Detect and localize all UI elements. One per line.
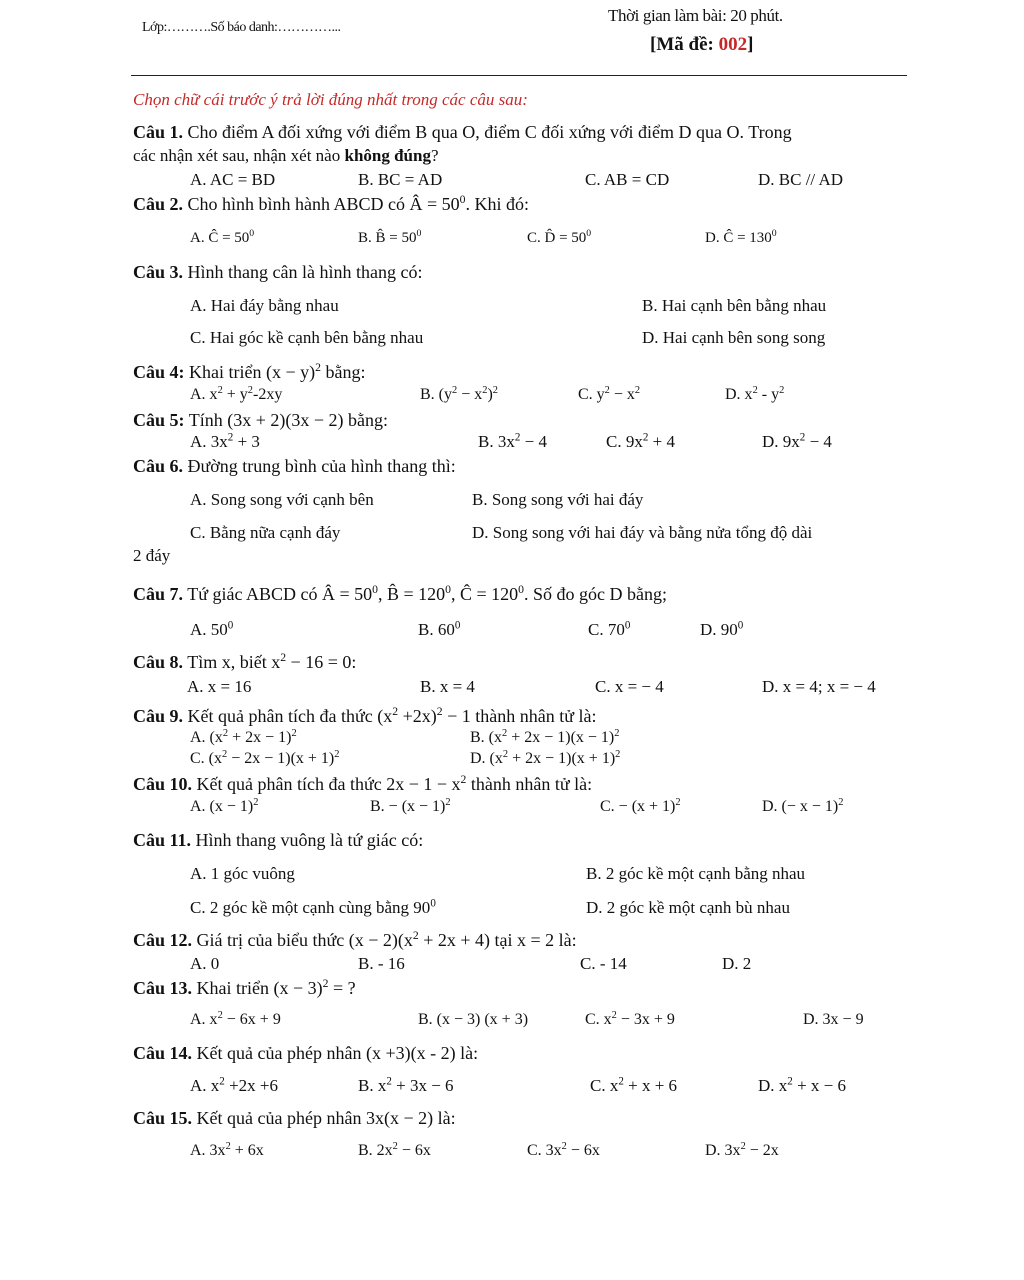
q11-option-c[interactable]: C. 2 góc kề một cạnh cùng bằng $90^0$ [190, 897, 436, 917]
question-11: Câu 11. Hình thang vuông là tứ giác có: [133, 830, 424, 850]
q5-option-d[interactable]: D. $9x^2 - 4$ [762, 431, 832, 451]
q3-option-c[interactable]: C. Hai góc kề cạnh bên bằng nhau [190, 328, 424, 347]
question-13: Câu 13. Khai triển $(x - 3)^2$ = ? [133, 976, 356, 998]
q6-option-a[interactable]: A. Song song với cạnh bên [190, 490, 374, 509]
q11-option-a[interactable]: A. 1 góc vuông [190, 864, 295, 883]
q15-option-b[interactable]: B. $2x^2 - 6x$ [358, 1140, 431, 1159]
question-12: Câu 12. Giá trị của biểu thức $(x - 2)(x^2 + 2x + 4)$ tại x = 2 là: [133, 928, 577, 950]
question-9: Câu 9. Kết quả phân tích đa thức $(x^2 +2x)^2 - 1$ thành nhân tử là: [133, 704, 597, 726]
q6-option-d-continued: 2 đáy [133, 546, 171, 565]
q8-option-b[interactable]: B. x = 4 [420, 677, 475, 696]
q14-option-b[interactable]: B. $x^2 + 3x - 6$ [358, 1075, 454, 1095]
q4-option-b[interactable]: B. $(y^2 - x^2)^2$ [420, 384, 498, 403]
q1-option-a[interactable]: A. AC = BD [190, 170, 276, 189]
question-7: Câu 7. Tứ giác ABCD có Â = $50^0$, B̂ = $120^0$, Ĉ = $120^0$. Số đo góc D bằng; [133, 582, 667, 604]
q7-option-a[interactable]: A. $50^0$ [190, 619, 234, 639]
q12-option-d[interactable]: D. 2 [722, 954, 752, 973]
q12-option-c[interactable]: C. - 14 [580, 954, 627, 973]
q11-option-d[interactable]: D. 2 góc kề một cạnh bù nhau [586, 898, 790, 917]
q10-option-c[interactable]: C. − $(x + 1)^2$ [600, 796, 681, 815]
exam-code-close: ] [747, 34, 754, 55]
question-10: Câu 10. Kết quả phân tích đa thức $2x - 1 - x^2$ thành nhân tử là: [133, 772, 593, 794]
exam-code [650, 34, 753, 56]
question-1: Câu 1. Cho điểm A đối xứng với điểm B qua O, điểm C đối xứng với điểm D qua O. Trong [133, 122, 792, 142]
q1-option-c[interactable]: C. AB = CD [585, 170, 670, 189]
q4-option-a[interactable]: A. $x^2 + y^2-2xy$ [190, 384, 283, 403]
q6-option-d[interactable]: D. Song song với hai đáy và bằng nửa tổng độ dài [472, 523, 813, 542]
q13-option-b[interactable]: B. (x − 3) (x + 3) [418, 1011, 529, 1028]
q9-option-a[interactable]: A. $(x^2 + 2x - 1)^2$ [190, 727, 297, 746]
q6-option-b[interactable]: B. Song song với hai đáy [472, 490, 644, 509]
question-4: Câu 4: Khai triển $(x - y)^2$ bằng: [133, 360, 366, 382]
q12-option-b[interactable]: B. - 16 [358, 954, 405, 973]
class-and-candidate-number: Lớp:……….Số báo danh:…………... [142, 20, 341, 35]
q1-option-b[interactable]: B. BC = AD [358, 170, 443, 189]
q7-option-c[interactable]: C. $70^0$ [588, 619, 631, 639]
q6-option-c[interactable]: C. Bằng nữa cạnh đáy [190, 523, 341, 542]
exam-code-value: 002 [718, 34, 748, 55]
question-8: Câu 8. Tìm x, biết $x^2 - 16 = 0$: [133, 650, 357, 672]
q13-option-c[interactable]: C. $x^2 - 3x + 9$ [585, 1009, 675, 1028]
exam-code-label: [Mã đề: [650, 34, 719, 55]
q9-option-b[interactable]: B. $(x^2 + 2x - 1)(x - 1)^2$ [470, 727, 620, 746]
q13-option-a[interactable]: A. $x^2 - 6x + 9$ [190, 1009, 281, 1028]
q10-option-a[interactable]: A. $(x - 1)^2$ [190, 796, 259, 815]
exam-time: Thời gian làm bài: 20 phút. [608, 6, 783, 25]
q15-option-d[interactable]: D. $3x^2 - 2x$ [705, 1140, 779, 1159]
q4-option-c[interactable]: C. $y^2 - x^2$ [578, 384, 641, 403]
q13-option-d[interactable]: D. 3x − 9 [803, 1011, 864, 1028]
q3-option-d[interactable]: D. Hai cạnh bên song song [642, 328, 826, 347]
q2-option-c[interactable]: C. D̂ = $50^0$ [527, 228, 592, 246]
q3-option-b[interactable]: B. Hai cạnh bên bằng nhau [642, 296, 827, 315]
question-5: Câu 5: Tính (3x + 2)(3x − 2) bằng: [133, 410, 388, 430]
question-15: Câu 15. Kết quả của phép nhân 3x(x − 2) là: [133, 1108, 456, 1128]
q2-option-b[interactable]: B. B̂ = $50^0$ [358, 228, 422, 246]
q2-option-a[interactable]: A. Ĉ = $50^0$ [190, 228, 255, 246]
q14-option-d[interactable]: D. $x^2 + x - 6$ [758, 1075, 846, 1095]
question-2: Câu 2. Cho hình bình hành ABCD có Â = $50^0$. Khi đó: [133, 192, 530, 214]
q15-option-c[interactable]: C. $3x^2 - 6x$ [527, 1140, 600, 1159]
question-3: Câu 3. Hình thang cân là hình thang có: [133, 262, 423, 282]
q11-option-b[interactable]: B. 2 góc kề một cạnh bằng nhau [586, 864, 806, 883]
q5-option-b[interactable]: B. $3x^2 - 4$ [478, 431, 547, 451]
q7-option-b[interactable]: B. $60^0$ [418, 619, 461, 639]
q14-option-c[interactable]: C. $x^2 + x + 6$ [590, 1075, 678, 1095]
q14-option-a[interactable]: A. $x^2 +2x +6$ [190, 1075, 278, 1095]
q1-option-d[interactable]: D. BC // AD [758, 170, 844, 189]
q10-option-b[interactable]: B. − $(x - 1)^2$ [370, 796, 451, 815]
q10-option-d[interactable]: D. (− x − 1)$^2$ [762, 796, 844, 815]
q9-option-c[interactable]: C. $(x^2 - 2x - 1)(x + 1)^2$ [190, 748, 340, 767]
header-divider [131, 75, 907, 76]
q8-option-a[interactable]: A. x = 16 [187, 677, 252, 696]
instruction: Chọn chữ cái trước ý trả lời đúng nhất trong các câu sau: [133, 90, 528, 109]
q7-option-d[interactable]: D. $90^0$ [700, 619, 744, 639]
question-6: Câu 6. Đường trung bình của hình thang thì: [133, 456, 456, 476]
q12-option-a[interactable]: A. 0 [190, 954, 220, 973]
q9-option-d[interactable]: D. $(x^2 + 2x - 1)(x + 1)^2$ [470, 748, 621, 767]
q15-option-a[interactable]: A. $3x^2 + 6x$ [190, 1140, 264, 1159]
q5-option-c[interactable]: C. $9x^2 + 4$ [606, 431, 675, 451]
q8-option-d[interactable]: D. x = 4; x = − 4 [762, 677, 876, 696]
q2-option-d[interactable]: D. Ĉ = $130^0$ [705, 228, 777, 246]
question-14: Câu 14. Kết quả của phép nhân (x +3)(x - 2) là: [133, 1043, 479, 1063]
q3-option-a[interactable]: A. Hai đáy bằng nhau [190, 296, 339, 315]
q8-option-c[interactable]: C. x = − 4 [595, 677, 664, 696]
question-1-line2: các nhận xét sau, nhận xét nào không đúng? [133, 146, 439, 165]
q5-option-a[interactable]: A. $3x^2 + 3$ [190, 431, 260, 451]
q4-option-d[interactable]: D. $x^2 - y^2$ [725, 384, 785, 403]
